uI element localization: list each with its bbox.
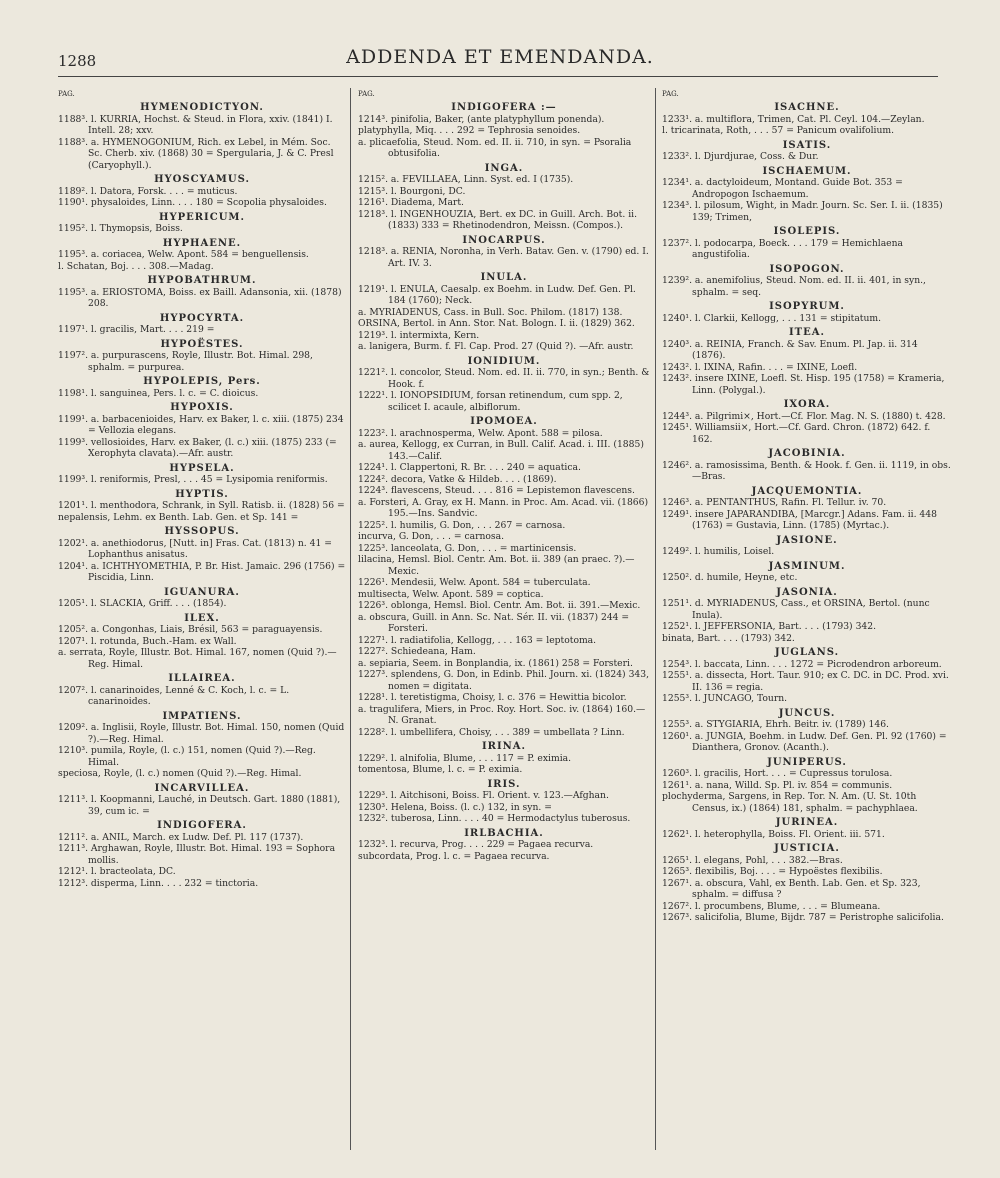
genus-heading: JASIONE.: [776, 534, 838, 546]
column-3: [662, 90, 952, 1160]
genus-heading: ITEA.: [789, 327, 825, 338]
entry: a. aurea, Kellogg, ex Curran, in Bull. Calif. Acad. i. III. (1885) 143.—Calif.: [358, 439, 644, 462]
entry: 1195². l. Thymopsis, Boiss.: [58, 223, 183, 234]
entry: 1230³. Helena, Boiss. (l. c.) 132, in syn. =: [358, 801, 552, 813]
entry: 1198¹. l. sanguinea, Pers. l. c. = C. dioicus.: [58, 387, 259, 399]
entry: 1234¹. a. dactyloideum, Montand. Guide Bot. 353 = Andropogon Ischaemum.: [662, 177, 903, 200]
entry: 1225³. lanceolata, G. Don, . . . = martinicensis.: [358, 542, 577, 554]
genus-heading: HYPOËSTES.: [160, 338, 244, 350]
pag-label: PAG.: [662, 90, 679, 98]
entry: a. serrata, Royle, Illustr. Bot. Himal. 167, nomen (Quid ?).—Reg. Himal.: [58, 647, 337, 670]
entry: 1226³. oblonga, Hemsl. Biol. Centr. Am. Bot. ii. 391.—Mexic.: [358, 600, 641, 611]
entry: 1261¹. a. nana, Willd. Sp. Pl. iv. 854 = communis.: [662, 779, 893, 791]
entry: 1224³. flavescens, Steud. . . . 816 = Lepistemon flavescens.: [358, 485, 635, 496]
entry: 1224¹. l. Clappertoni, R. Br. . . . 240 = aquatica.: [358, 462, 581, 473]
entry: 1188³. l. KURRIA, Hochst. & Steud. in Flora, xxiv. (1841) I. Intell. 28; xxv.: [58, 113, 333, 136]
entry: 1260³. l. gracilis, Hort. . . . = Cupressus torulosa.: [662, 768, 893, 779]
entry: 1229². l. alnifolia, Blume, . . . 117 = P. eximia.: [358, 752, 572, 764]
entry: 1222¹. l. IONOPSIDIUM, forsan retinendum, cum spp. 2, scilicet I. acaule, albiflorum.: [358, 390, 623, 413]
entry: 1188³. a. HYMENOGONIUM, Rich. ex Lebel, in Mém. Soc. Sc. Cherb. xiv. (1868) 30 = Spergularia, J. & C. Presl (Caryophyll.).: [58, 136, 334, 171]
entry: 1212¹. l. bracteolata, DC.: [58, 866, 176, 877]
entry: plochyderma, Sargens, in Rep. Tor. N. Am. (U. St. 10th Census, ix.) (1864) 181, sphalm. = pachyphlaea.: [662, 791, 918, 814]
genus-heading: JUNCUS.: [778, 707, 836, 719]
genus-heading: JACQUEMONTIA.: [751, 485, 863, 497]
entry: 1205². a. Congonhas, Liais, Brésil, 563 = paraguayensis.: [58, 624, 323, 635]
entry: 1189². l. Datora, Forsk. . . . = muticus.: [58, 185, 238, 197]
genus-heading: HYPOXIS.: [170, 402, 234, 413]
entry: 1214³. pinifolia, Baker, (ante platyphyllum ponenda).: [358, 113, 605, 125]
genus-heading: HYPHAENE.: [162, 237, 242, 249]
entry: 1267². l. procumbens, Blume, . . . = Blumeana.: [662, 900, 881, 912]
genus-heading: ILEX.: [184, 612, 220, 624]
entry: 1224². decora, Vatke & Hildeb. . . . (1869).: [358, 473, 557, 485]
entry: 1267³. salicifolia, Blume, Bijdr. 787 = Peristrophe salicifolia.: [662, 912, 944, 923]
entry: 1244³. a. Pilgrimi×, Hort.—Cf. Flor. Mag. N. S. (1880) t. 428.: [662, 410, 946, 422]
entry: platyphylla, Miq. . . . 292 = Tephrosia senoides.: [358, 125, 581, 136]
entry: 1255¹. a. dissecta, Hort. Taur. 910; ex C. DC. in DC. Prod. xvi. II. 136 = regia.: [662, 670, 949, 693]
column-2: [358, 90, 650, 1160]
entry: 1229³. l. Aitchisoni, Boiss. Fl. Orient. v. 123.—Afghan.: [358, 790, 609, 801]
genus-heading: HYPOBATHRUM.: [147, 275, 257, 286]
genus-heading: INULA.: [480, 272, 528, 283]
entry: 1215³. l. Bourgoni, DC.: [358, 185, 466, 197]
entry: 1221². l. concolor, Steud. Nom. ed. II. ii. 770, in syn.; Benth. & Hook. f.: [358, 367, 650, 390]
entry: 1211³. Arghawan, Royle, Illustr. Bot. Himal. 193 = Sophora mollis.: [58, 843, 336, 866]
entry: 1237². l. podocarpa, Boeck. . . . 179 = Hemichlaena angustifolia.: [662, 237, 904, 260]
genus-heading: IRINA.: [481, 741, 527, 752]
genus-heading: IONIDIUM.: [467, 355, 541, 367]
entry: 1199³. vellosioides, Harv. ex Baker, (l. c.) xiii. (1875) 233 (= Xerophyta clavata).—Afr. austr.: [58, 436, 337, 459]
genus-heading: JUSTICIA.: [774, 843, 840, 854]
entry: 1211². a. ANIL, March. ex Ludw. Def. Pl. 117 (1737).: [58, 831, 304, 843]
entry: 1219¹. l. ENULA, Caesalp. ex Boehm. in Ludw. Def. Gen. Pl. 184 (1760); Neck.: [358, 283, 636, 306]
entry: 1233². l. Djurdjurae, Coss. & Dur.: [662, 151, 819, 162]
entry: 1232³. l. recurva, Prog. . . . 229 = Pagaea recurva.: [358, 839, 594, 850]
genus-heading: INOCARPUS.: [462, 234, 546, 246]
entry: 1201¹. l. menthodora, Schrank, in Syll. Ratisb. ii. (1828) 56 =: [58, 500, 345, 511]
genus-heading: IRLBACHIA.: [464, 827, 544, 839]
genus-heading: ISACHNE.: [774, 102, 840, 113]
entry: 1245¹. Williamsii×, Hort.—Cf. Gard. Chron. (1872) 642. f. 162.: [662, 422, 931, 445]
entry: 1227³. splendens, G. Don, in Edinb. Phil. Journ. xi. (1824) 343, nomen = digitata.: [358, 669, 650, 692]
entry: a. lanigera, Burm. f. Fl. Cap. Prod. 27 (Quid ?). —Afr. austr.: [358, 341, 634, 352]
entry: 1246³. a. PENTANTHUS, Rafin. Fl. Tellur. iv. 70.: [662, 497, 887, 508]
genus-heading: HYMENODICTYON.: [140, 102, 264, 113]
entry: speciosa, Royle, (l. c.) nomen (Quid ?).—Reg. Himal.: [58, 768, 302, 779]
genus-heading: HYPSELA.: [169, 462, 235, 474]
entry: 1250². d. humile, Heyne, etc.: [662, 572, 798, 583]
entry: a. sepiaria, Seem. in Bonplandia, ix. (1861) 258 = Forsteri.: [358, 657, 633, 669]
column-divider: [655, 88, 656, 1150]
genus-heading: HYPOCYRTA.: [159, 312, 245, 324]
entry: 1227¹. l. radiatifolia, Kellogg, . . . 163 = leptotoma.: [358, 634, 597, 646]
entry: 1265³. flexibilis, Boj. . . . = Hypoëstes flexibilis.: [662, 866, 883, 877]
entry: tomentosa, Blume, l. c. = P. eximia.: [358, 764, 523, 775]
entry: a. Forsteri, A. Gray, ex H. Mann. in Proc. Am. Acad. vii. (1866) 195.—Ins. Sandvic.: [358, 496, 649, 519]
entry: a. plicaefolia, Steud. Nom. ed. II. ii. 710, in syn. = Psoralia obtusifolia.: [358, 136, 632, 159]
entry: multisecta, Welw. Apont. 589 = coptica.: [358, 588, 544, 600]
entry: 1260¹. a. JUNGIA, Boehm. in Ludw. Def. Gen. Pl. 92 (1760) = Dianthera, Gronov. (Acanth.).: [662, 730, 947, 753]
entry: 1197². a. purpurascens, Royle, Illustr. Bot. Himal. 298, sphalm. = purpurea.: [58, 350, 313, 373]
entry: 1262¹. l. heterophylla, Boiss. Fl. Orient. iii. 571.: [662, 828, 885, 840]
entry: 1215². a. FEVILLAEA, Linn. Syst. ed. I (1735).: [358, 174, 574, 185]
entry: 1228¹. l. teretistigma, Choisy, l. c. 376 = Hewittia bicolor.: [358, 692, 627, 703]
entry: 1226¹. Mendesii, Welw. Apont. 584 = tuberculata.: [358, 577, 591, 588]
entry: 1207¹. l. rotunda, Buch.-Ham. ex Wall.: [58, 635, 237, 647]
entry: 1246². a. ramosissima, Benth. & Hook. f. Gen. ii. 1119, in obs.—Bras.: [662, 459, 951, 482]
genus-heading: HYSSOPUS.: [164, 526, 240, 537]
entry: 1233¹. a. multiflora, Trimen, Cat. Pl. Ceyl. 104.—Zeylan.: [662, 113, 925, 125]
genus-heading: ISATIS.: [782, 139, 832, 151]
column-1: [58, 90, 346, 1160]
genus-heading: ISOPOGON.: [769, 263, 845, 275]
genus-heading: INCARVILLEA.: [154, 782, 250, 794]
entry: a. MYRIADENUS, Cass. in Bull. Soc. Philom. (1817) 138.: [358, 306, 623, 318]
entry: 1212³. disperma, Linn. . . . 232 = tinctoria.: [58, 877, 259, 889]
genus-heading: JASONIA.: [776, 586, 838, 598]
page-number: 1288: [58, 52, 97, 70]
entry: 1209². a. Inglisii, Royle, Illustr. Bot. Himal. 150, nomen (Quid ?).—Reg. Himal.: [58, 722, 345, 745]
entry: 1211³. l. Koopmanni, Lauché, in Deutsch. Gart. 1880 (1881), 39, cum ic. =: [58, 794, 341, 817]
entry: 1195³. a. coriacea, Welw. Apont. 584 = benguellensis.: [58, 249, 309, 260]
entry: l. Schatan, Boj. . . . 308.—Madag.: [58, 260, 214, 272]
genus-heading: ILLAIREA.: [168, 673, 236, 684]
entry: 1243². l. IXINA, Rafin. . . . = IXINE, Loefl.: [662, 361, 858, 373]
entry: 1234³. l. pilosum, Wight, in Madr. Journ. Sc. Ser. I. ii. (1835) 139; Trimen,: [662, 200, 943, 223]
genus-heading: JUNIPERUS.: [767, 756, 847, 768]
genus-heading: INDIGOFERA.: [157, 820, 247, 831]
genus-heading: HYPERICUM.: [159, 211, 245, 223]
genus-heading: JUGLANS.: [774, 647, 840, 658]
entry: 1218³. a. RENIA, Noronha, in Verh. Batav. Gen. v. (1790) ed. I. Art. IV. 3.: [358, 246, 649, 269]
entry: a. tragulifera, Miers, in Proc. Roy. Hort. Soc. iv. (1864) 160.—N. Granat.: [358, 703, 646, 726]
entry: 1227². Schiedeana, Ham.: [358, 646, 476, 657]
genus-heading: IXORA.: [783, 399, 831, 410]
entry: 1225². l. humilis, G. Don, . . . 267 = carnosa.: [358, 519, 566, 531]
genus-heading: HYPTIS.: [175, 488, 229, 500]
genus-heading: INDIGOFERA :—: [451, 102, 557, 113]
entry: incurva, G. Don, . . . = carnosa.: [358, 531, 505, 542]
entry: 1228². l. umbellifera, Choisy, . . . 389 = umbellata ? Linn.: [358, 726, 625, 738]
column-divider: [350, 88, 351, 1150]
entry: 1205¹. l. SLACKIA, Griff. . . . (1854).: [58, 598, 227, 609]
genus-heading: ISCHAEMUM.: [762, 165, 852, 177]
entry: 1210³. pumila, Royle, (l. c.) 151, nomen (Quid ?).—Reg. Himal.: [58, 745, 316, 768]
entry: 1249². l. humilis, Loisel.: [662, 546, 775, 557]
entry: 1240¹. l. Clarkii, Kellogg, . . . 131 = stipitatum.: [662, 312, 882, 324]
entry: subcordata, Prog. l. c. = Pagaea recurva.: [358, 850, 550, 862]
entry: 1251¹. d. MYRIADENUS, Cass., et ORSINA, Bertol. (nunc Inula).: [662, 598, 930, 621]
entry: 1195³. a. ERIOSTOMA, Boiss. ex Baill. Adansonia, xii. (1878) 208.: [58, 286, 342, 309]
entry: 1204¹. a. ICHTHYOMETHIA, P. Br. Hist. Jamaic. 296 (1756) = Piscidia, Linn.: [58, 560, 346, 583]
entry: l. tricarinata, Roth, . . . 57 = Panicum ovalifolium.: [662, 125, 895, 136]
entry: 1218³. l. INGENHOUZIA, Bert. ex DC. in Guill. Arch. Bot. ii. (1833) 333 = Rhetinodendron, Meissn. (Compos.).: [358, 208, 638, 231]
entry: 1252¹. l. JEFFERSONIA, Bart. . . . (1793) 342.: [662, 621, 877, 632]
genus-heading: ISOLEPIS.: [773, 226, 841, 237]
genus-heading: ISOPYRUM.: [769, 301, 845, 312]
pag-label: PAG.: [58, 90, 75, 98]
entry: 1239². a. anemifolius, Steud. Nom. ed. II. ii. 401, in syn., sphalm. = seq.: [662, 275, 926, 298]
entry: a. obscura, Guill. in Ann. Sc. Nat. Sér. II. vii. (1837) 244 = Forsteri.: [358, 611, 630, 634]
entry: 1232². tuberosa, Linn. . . . 40 = Hermodactylus tuberosus.: [358, 813, 631, 824]
entry: 1202¹. a. anethiodorus, [Nutt. in] Fras. Cat. (1813) n. 41 = Lophanthus anisatus.: [58, 537, 332, 560]
genus-heading: JASMINUM.: [768, 560, 846, 572]
entry: 1199³. l. reniformis, Presl, . . . 45 = Lysipomia reniformis.: [58, 474, 328, 485]
entry: 1240³. a. REINIA, Franch. & Sav. Enum. Pl. Jap. ii. 314 (1876).: [662, 338, 918, 361]
genus-heading: IRIS.: [487, 778, 521, 790]
entry: 1265¹. l. elegans, Pohl, . . . 382.—Bras.: [662, 854, 843, 866]
genus-heading: HYPOLEPIS, Pers.: [143, 376, 261, 387]
entry: ORSINA, Bertol. in Ann. Stor. Nat. Bologn. I. ii. (1829) 362.: [358, 318, 635, 329]
entry: binata, Bart. . . . (1793) 342.: [662, 632, 795, 644]
entry: 1190¹. physaloides, Linn. . . . 180 = Scopolia physaloides.: [58, 197, 327, 208]
entry: 1207². l. canarinoides, Lenné & C. Koch, l. c. = L. canarinoides.: [58, 684, 290, 707]
entry: 1197¹. l. gracilis, Mart. . . . 219 =: [58, 324, 215, 335]
genus-heading: JACOBINIA.: [768, 448, 846, 459]
genus-heading: JURINEA.: [775, 817, 839, 828]
entry: 1216¹. Diadema, Mart.: [358, 197, 464, 208]
entry: nepalensis, Lehm. ex Benth. Lab. Gen. et Sp. 141 =: [58, 511, 299, 523]
entry: 1249¹. insere JAPARANDIBA, [Marcgr.] Adans. Fam. ii. 448 (1763) = Gustavia, Linn. (1785) (Myrtac.).: [662, 508, 937, 531]
entry: 1199¹. a. barbacenioides, Harv. ex Baker, l. c. xiii. (1875) 234 = Vellozia elegans.: [58, 413, 344, 436]
genus-heading: IGUANURA.: [164, 586, 240, 598]
entry: 1223². l. arachnosperma, Welw. Apont. 588 = pilosa.: [358, 427, 603, 439]
genus-heading: HYOSCYAMUS.: [154, 174, 250, 185]
entry: 1267¹. a. obscura, Vahl, ex Benth. Lab. Gen. et Sp. 323, sphalm. = diffusa ?: [662, 877, 921, 900]
entry: lilacina, Hemsl. Biol. Centr. Am. Bot. ii. 389 (an praec. ?).—Mexic.: [358, 554, 635, 577]
header-rule: [58, 76, 938, 77]
pag-label: PAG.: [358, 90, 375, 98]
genus-heading: IPOMOEA.: [470, 416, 538, 427]
genus-heading: INGA.: [484, 162, 524, 174]
running-title: ADDENDA ET EMENDANDA.: [346, 46, 654, 68]
genus-heading: IMPATIENS.: [162, 710, 242, 722]
entry: 1255³. a. STYGIARIA, Ehrh. Beitr. iv. (1789) 146.: [662, 719, 889, 730]
entry: 1219³. l. intermixta, Kern.: [358, 329, 480, 341]
entry: 1243². insere IXINE, Loefl. St. Hisp. 195 (1758) = Krameria, Linn. (Polygal.).: [662, 373, 945, 396]
entry: 1255³. l. JUNCAGO, Tourn.: [662, 693, 788, 704]
entry: 1254³. l. baccata, Linn. . . . 1272 = Picrodendron arboreum.: [662, 658, 942, 670]
